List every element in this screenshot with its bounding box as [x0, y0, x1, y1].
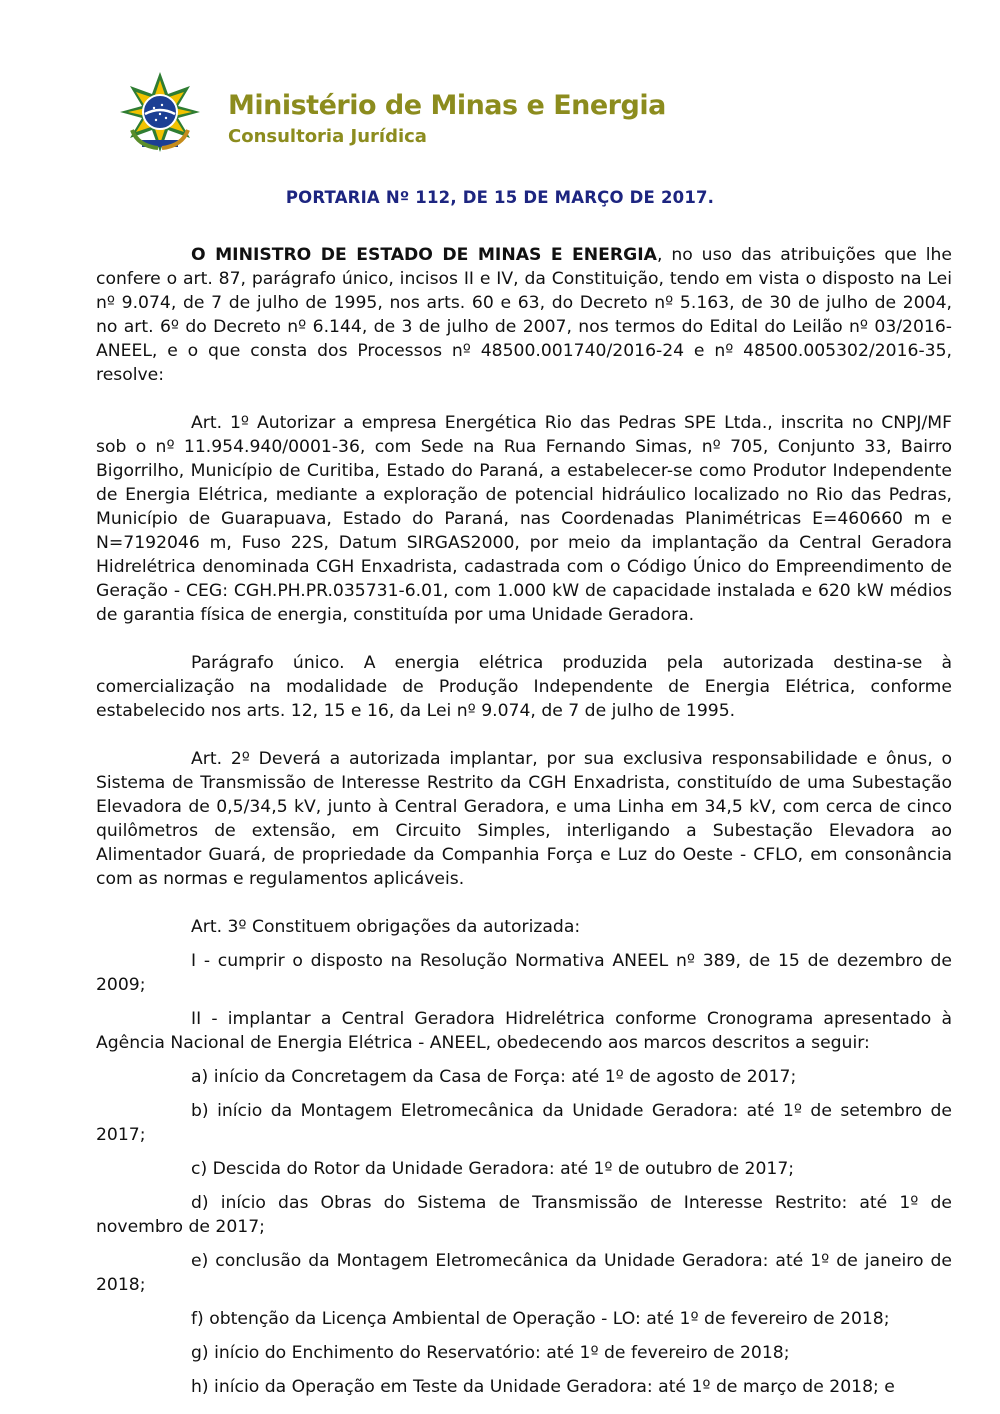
- preamble-text: , no uso das atribuições que lhe confere o art. 87, parágrafo único, incisos II e IV, da Constituição, tendo em vista o disposto na Lei nº 9.074, de 7 de julho de 1995, nos arts. 60 e 63, do Decreto nº 5.163, de 30 de julho de 2004, no art. 6º do Decreto nº 6.144, de 3 de julho de 2007, nos termos do Edital do Leilão nº 03/2016-ANEEL, e o que consta dos Processos nº 48500.001740/2016-24 e nº 48500.005302/2016-35, resolve:: [96, 245, 952, 385]
- coat-of-arms-icon: [118, 70, 202, 154]
- preamble-paragraph: [96, 243, 952, 387]
- department-name: Consultoria Jurídica: [228, 126, 427, 147]
- document-header: [118, 70, 918, 170]
- article-1-sole-paragraph: Parágrafo único. A energia elétrica produzida pela autorizada destina-se à comercialização na modalidade de Produção Independente de Energia Elétrica, conforme estabelecido nos arts. 12, 15 e 16, da Lei nº 9.074, de 7 de julho de 1995.: [96, 653, 952, 721]
- subitem-b: b) início da Montagem Eletromecânica da Unidade Geradora: até 1º de setembro de 2017;: [96, 1101, 952, 1145]
- subitem-e: e) conclusão da Montagem Eletromecânica da Unidade Geradora: até 1º de janeiro de 2018;: [96, 1251, 952, 1295]
- subitem-f: f) obtenção da Licença Ambiental de Operação - LO: até 1º de fevereiro de 2018;: [191, 1309, 890, 1329]
- article-1: Art. 1º Autorizar a empresa Energética Rio das Pedras SPE Ltda., inscrita no CNPJ/MF sob o nº 11.954.940/0001-36, com Sede na Rua Fernando Simas, nº 705, Conjunto 33, Bairro Bigorrilho, Município de Curitiba, Estado do Paraná, a estabelecer-se como Produtor Independente de Energia Elétrica, mediante a exploração de potencial hidráulico localizado no Rio das Pedras, Município de Guarapuava, Estado do Paraná, nas Coordenadas Planimétricas E=460660 m e N=7192046 m, Fuso 22S, Datum SIRGAS2000, por meio da implantação da Central Geradora Hidrelétrica denominada CGH Enxadrista, cadastrada com o Código Único do Empreendimento de Geração - CEG: CGH.PH.PR.035731-6.01, com 1.000 kW de capacidade instalada e 620 kW médios de garantia física de energia, constituída por uma Unidade Geradora.: [96, 413, 952, 625]
- article-3: Art. 3º Constituem obrigações da autorizada:: [191, 917, 581, 937]
- subitem-a: a) início da Concretagem da Casa de Força: até 1º de agosto de 2017;: [191, 1067, 797, 1087]
- ministry-name: Ministério de Minas e Energia: [228, 90, 666, 121]
- document-body: [96, 243, 952, 1409]
- subitem-g: g) início do Enchimento do Reservatório: até 1º de fevereiro de 2018;: [191, 1343, 790, 1363]
- article-2: Art. 2º Deverá a autorizada implantar, por sua exclusiva responsabilidade e ônus, o Sistema de Transmissão de Interesse Restrito da CGH Enxadrista, constituído de uma Subestação Elevadora de 0,5/34,5 kV, junto à Central Geradora, e uma Linha em 34,5 kV, com cerca de cinco quilômetros de extensão, em Circuito Simples, interligando a Subestação Elevadora ao Alimentador Guará, de propriedade da Companhia Força e Luz do Oeste - CFLO, em consonância com as normas e regulamentos aplicáveis.: [96, 749, 952, 889]
- subitem-c: c) Descida do Rotor da Unidade Geradora: até 1º de outubro de 2017;: [191, 1159, 795, 1179]
- preamble-lead: O MINISTRO DE ESTADO DE MINAS E ENERGIA: [191, 245, 657, 265]
- item-i: I - cumprir o disposto na Resolução Normativa ANEEL nº 389, de 15 de dezembro de 2009;: [96, 951, 952, 995]
- document-title: PORTARIA Nº 112, DE 15 DE MARÇO DE 2017.: [285, 188, 715, 207]
- subitem-h: h) início da Operação em Teste da Unidade Geradora: até 1º de março de 2018; e: [191, 1377, 895, 1397]
- subitem-d: d) início das Obras do Sistema de Transmissão de Interesse Restrito: até 1º de novembro de 2017;: [96, 1193, 952, 1237]
- item-ii: II - implantar a Central Geradora Hidrelétrica conforme Cronograma apresentado à Agência Nacional de Energia Elétrica - ANEEL, obedecendo aos marcos descritos a seguir:: [96, 1009, 952, 1053]
